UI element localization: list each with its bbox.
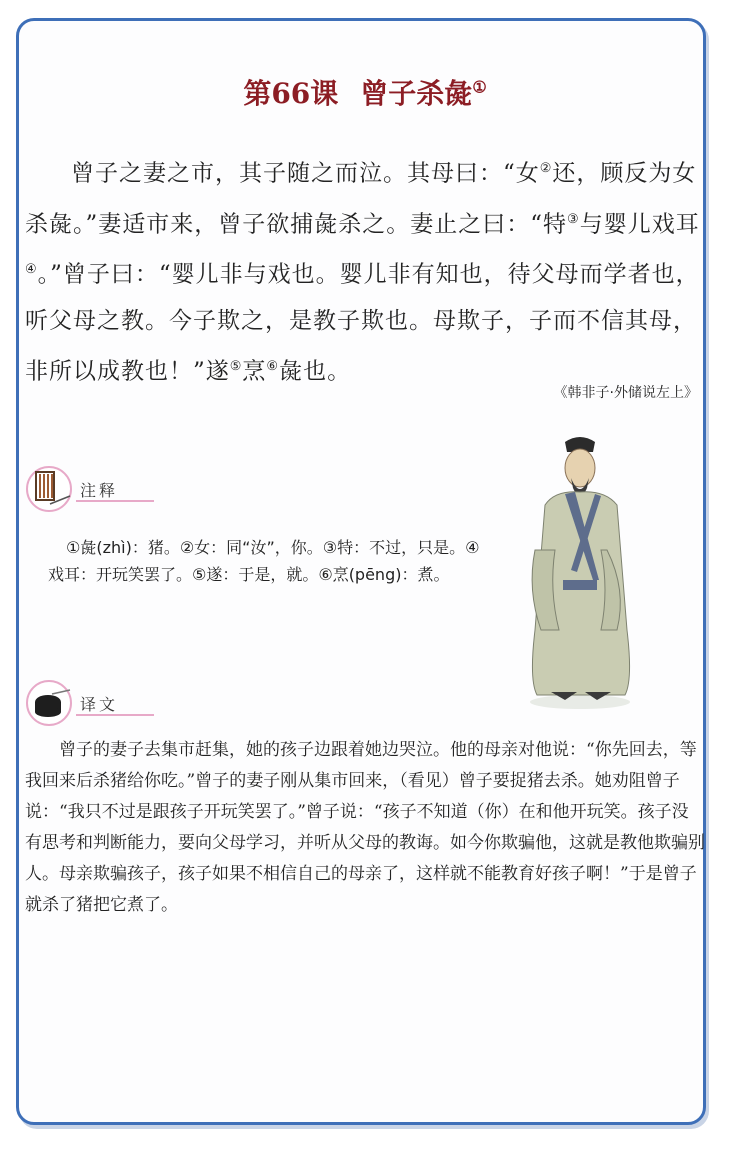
notes-badge <box>26 466 118 512</box>
lesson-name: 曾子杀彘 <box>360 77 473 110</box>
notes-text: ①彘(zhì)：猪。②女：同“汝”，你。③特：不过，只是。④戏耳：开玩笑罢了。⑤遂：于是，就。⑥烹(pēng)：煮。 <box>48 538 480 584</box>
lesson-title-mark: ① <box>472 77 487 97</box>
translation-underline <box>76 714 154 716</box>
translation-badge <box>26 680 118 726</box>
classical-passage: 曾子之妻之市，其子随之而泣。其母曰：“女②还，顾反为女杀彘。”妻适市来，曾子欲捕彘杀之。妻止之曰：“特③与婴儿戏耳④。”曾子曰：“婴儿非与戏也。婴儿非有知也，待父母而学者也，听父母之教。今子欺之，是教子欺也。母欺子，子而不信其母，非所以成教也！”遂⑤烹⑥彘也。 <box>25 160 700 385</box>
notes-underline <box>76 500 154 502</box>
lesson-number: 第66课 <box>243 77 339 110</box>
notes-label: 注释 <box>80 480 119 500</box>
bookshelf-icon <box>26 466 72 512</box>
translation-text: 曾子的妻子去集市赶集，她的孩子边跟着她边哭泣。他的母亲对他说：“你先回去，等我回来后杀猪给你吃。”曾子的妻子刚从集市回来，（看见）曾子要捉猪去杀。她劝阻曾子说：“我只不过是跟孩子开玩笑罢了。”曾子说：“孩子不知道（你）在和他开玩笑。孩子没有思考和判断能力，要向父母学习，并听从父母的教诲。如今你欺骗他，这就是教他欺骗别人。母亲欺骗孩子，孩子如果不相信自己的母亲了，这样就不能教育好孩子啊！”于是曾子就杀了猪把它煮了。 <box>25 740 705 915</box>
lesson-title <box>0 72 730 112</box>
zengzi-figure <box>515 430 645 715</box>
passage-source: 《韩非子·外储说左上》 <box>553 385 698 401</box>
translation-label: 译文 <box>80 694 119 714</box>
inkstone-icon <box>26 680 72 726</box>
